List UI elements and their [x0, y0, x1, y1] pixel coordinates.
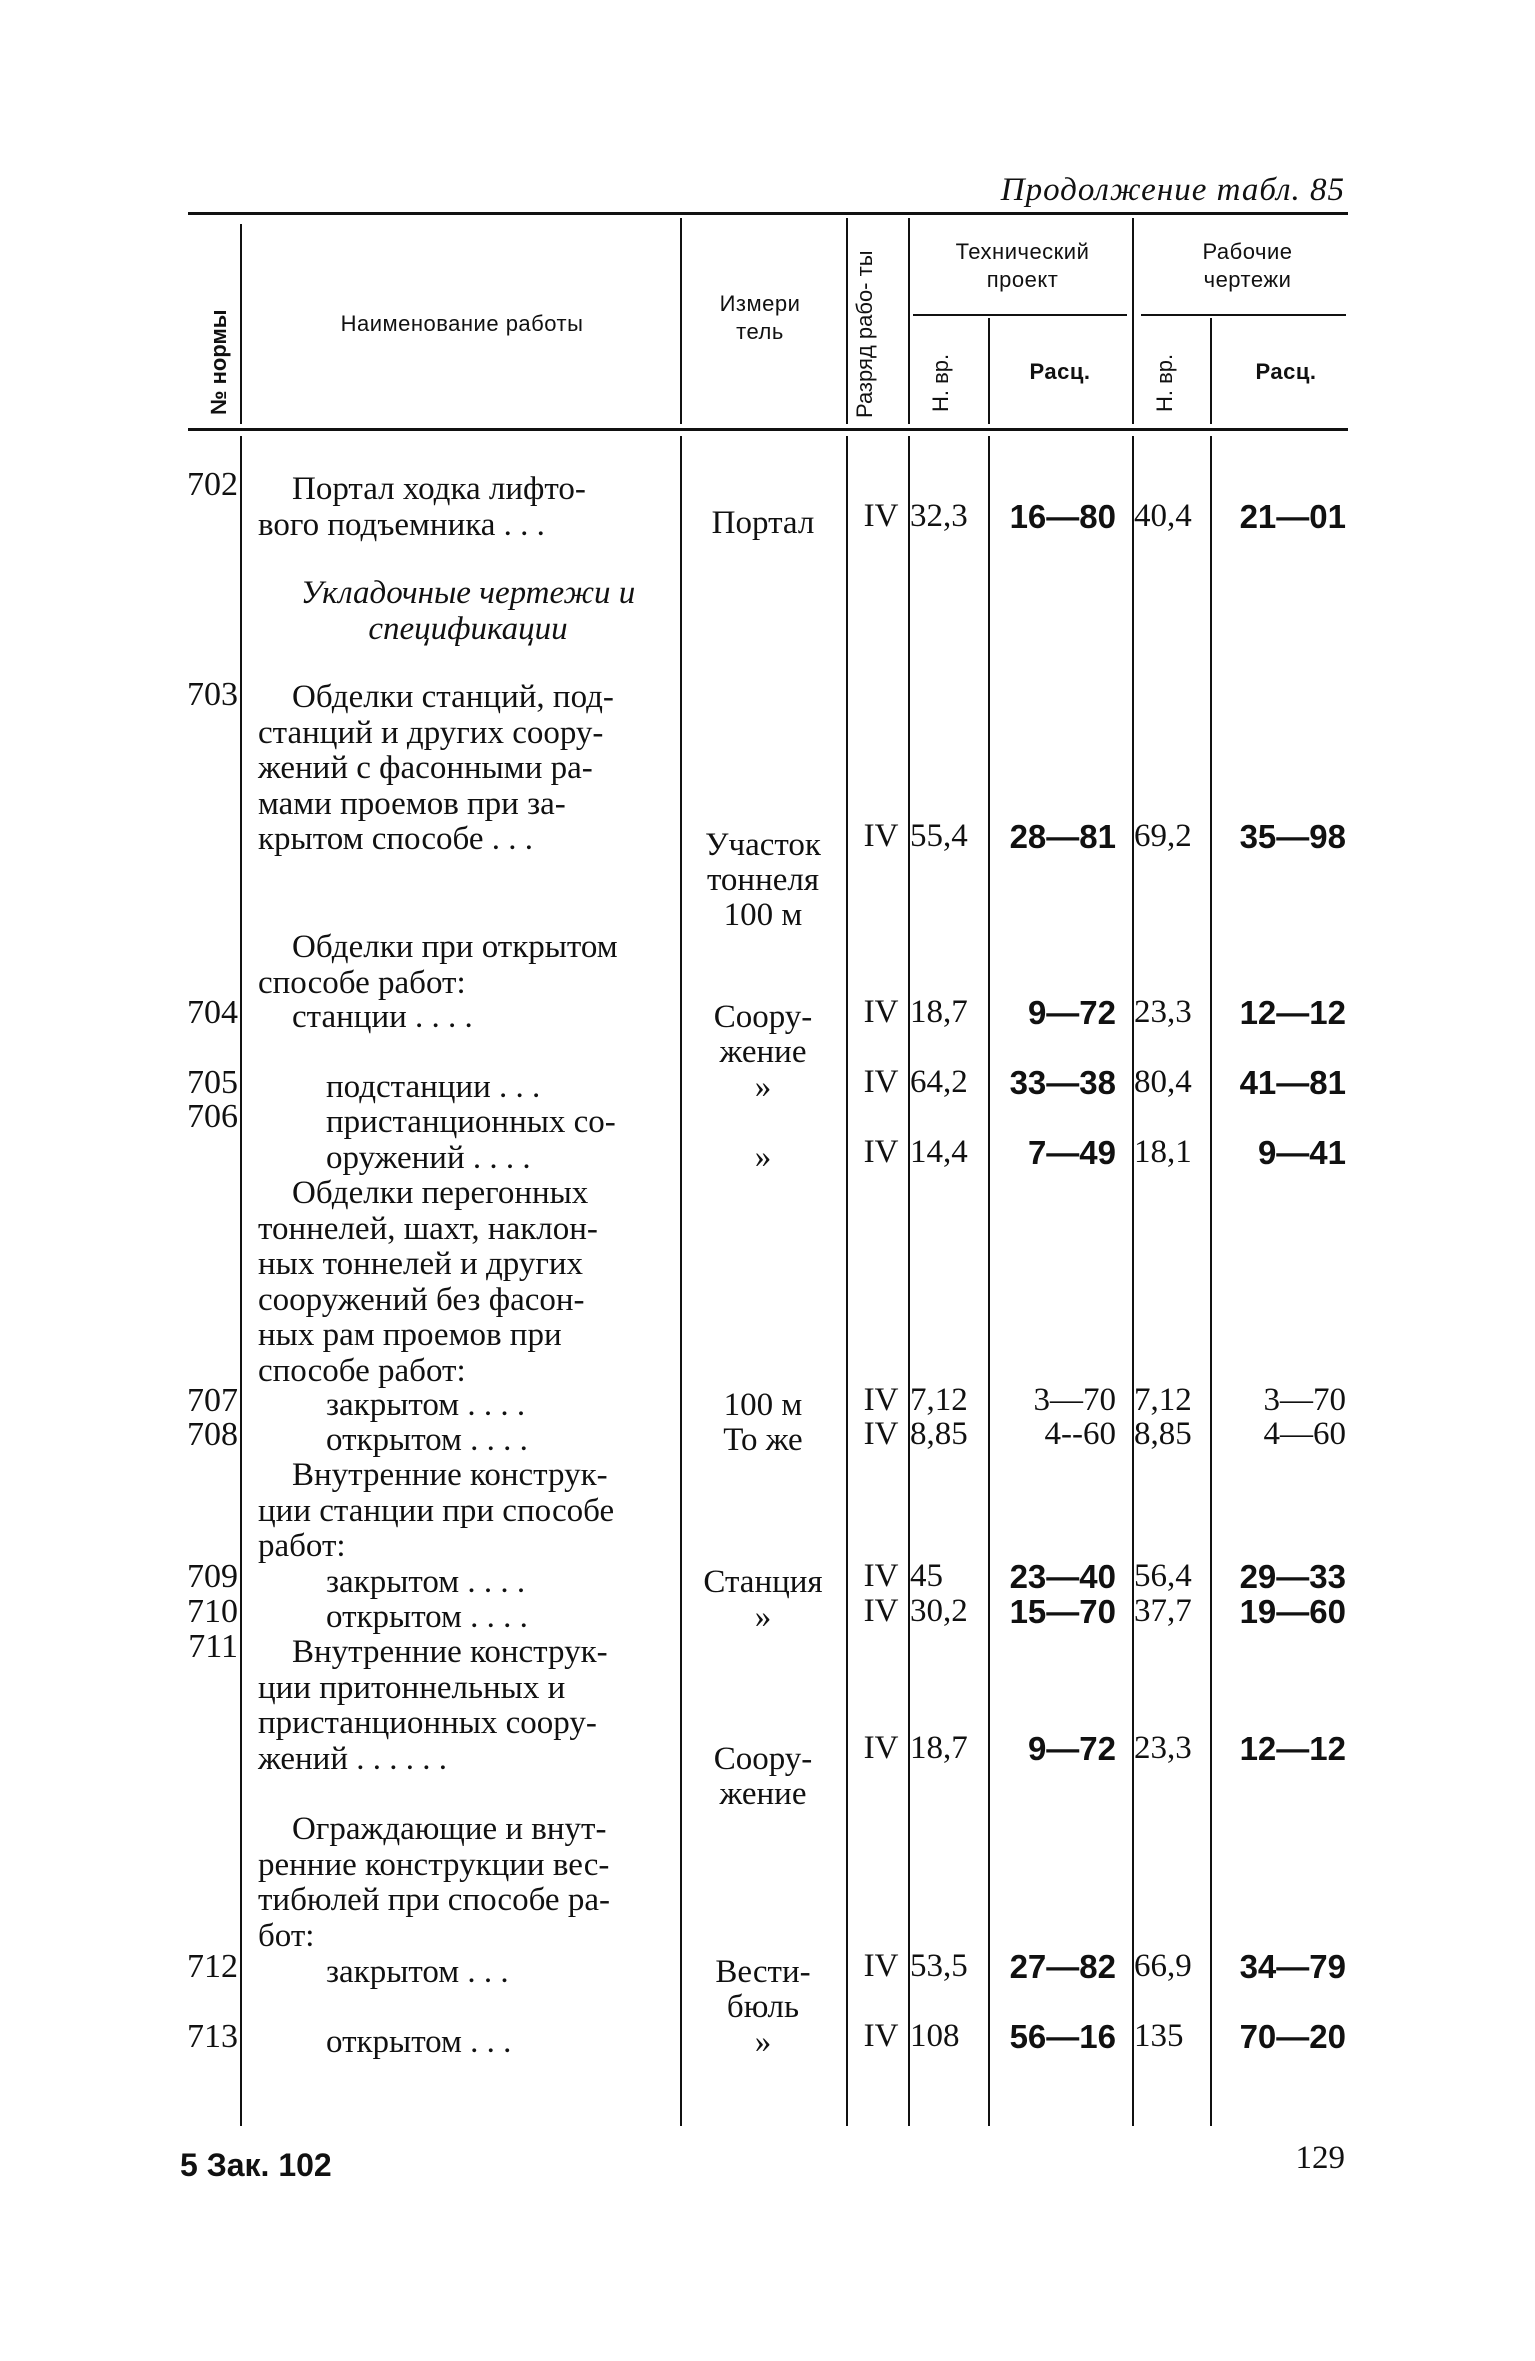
- grade-703: IV: [863, 818, 899, 854]
- tp-cost-704: 9—72: [1027, 994, 1116, 1031]
- wd-hours-710: 37,7: [1134, 1593, 1192, 1629]
- norm-707: 707: [187, 1382, 238, 1419]
- name-709: закрытом . . . .: [326, 1564, 526, 1600]
- col-rule-4: [908, 218, 910, 424]
- wd-hours-708: 8,85: [1134, 1416, 1192, 1452]
- name-704: станции . . . .: [292, 999, 473, 1035]
- tp-cost-703: 28—81: [1009, 818, 1116, 855]
- table-top-rule: [188, 212, 1348, 215]
- body-rule-6: [1132, 436, 1134, 2126]
- measure-710: »: [754, 1599, 772, 1635]
- name-708: открытом . . . .: [326, 1422, 528, 1458]
- measure-702: Портал: [711, 505, 815, 541]
- group-station-inner: Внутренние конструк- ции станции при способе работ:: [258, 1457, 615, 1564]
- measure-709: Станция: [703, 1564, 823, 1600]
- header-bottom-rule: [188, 428, 1348, 431]
- norm-704: 704: [187, 994, 238, 1031]
- tp-hours-709: 45: [910, 1558, 943, 1594]
- norm-705: 705: [187, 1064, 238, 1101]
- name-705: подстанции . . .: [326, 1069, 541, 1105]
- tp-hours-712: 53,5: [910, 1948, 968, 1984]
- grade-706: IV: [863, 1134, 899, 1170]
- wd-cost-710: 19—60: [1239, 1593, 1346, 1630]
- norm-708: 708: [187, 1416, 238, 1453]
- header-tech-project: Технический проект: [955, 239, 1090, 292]
- tp-cost-706: 7—49: [1027, 1134, 1116, 1171]
- work-subheader-rule: [1141, 314, 1346, 316]
- norm-711: 711: [188, 1628, 238, 1665]
- norm-702: 702: [187, 466, 238, 503]
- wd-hours-706: 18,1: [1134, 1134, 1192, 1170]
- col-rule-3: [846, 218, 848, 424]
- grade-705: IV: [863, 1064, 899, 1100]
- wd-cost-711: 12—12: [1239, 1730, 1346, 1767]
- header-grade: Разряд рабо- ты: [852, 250, 877, 418]
- tech-subheader-rule: [913, 314, 1127, 316]
- header-tp-hours: Н. вр.: [928, 353, 953, 412]
- wd-hours-703: 69,2: [1134, 818, 1192, 854]
- measure-703: Участок тоннеля 100 м: [705, 827, 821, 933]
- wd-cost-705: 41—81: [1239, 1064, 1346, 1101]
- wd-cost-713: 70—20: [1239, 2018, 1346, 2055]
- wd-hours-713: 135: [1134, 2018, 1184, 2054]
- grade-708: IV: [863, 1416, 899, 1452]
- section-heading: Укладочные чертежи и спецификации: [300, 575, 636, 647]
- col-rule-6: [1132, 218, 1134, 424]
- wd-hours-709: 56,4: [1134, 1558, 1192, 1594]
- grade-711: IV: [863, 1730, 899, 1766]
- tp-hours-705: 64,2: [910, 1064, 968, 1100]
- wd-cost-707: 3—70: [1263, 1382, 1346, 1418]
- measure-713: »: [754, 2024, 772, 2060]
- body-rule-4: [908, 436, 910, 2126]
- wd-cost-709: 29—33: [1239, 1558, 1346, 1595]
- wd-hours-712: 66,9: [1134, 1948, 1192, 1984]
- body-rule-3: [846, 436, 848, 2126]
- tp-hours-711: 18,7: [910, 1730, 968, 1766]
- wd-cost-702: 21—01: [1239, 498, 1346, 535]
- norm-710: 710: [187, 1593, 238, 1630]
- name-702: Портал ходка лифто- вого подъемника . . .: [258, 471, 586, 543]
- tp-hours-702: 32,3: [910, 498, 968, 534]
- tp-cost-712: 27—82: [1009, 1948, 1116, 1985]
- grade-707: IV: [863, 1382, 899, 1418]
- continuation-title: Продолжение табл. 85: [1000, 172, 1345, 208]
- wd-cost-712: 34—79: [1239, 1948, 1346, 1985]
- wd-hours-702: 40,4: [1134, 498, 1192, 534]
- tp-cost-709: 23—40: [1009, 1558, 1116, 1595]
- col-rule-2: [680, 218, 682, 424]
- tp-cost-708: 4--60: [1044, 1416, 1116, 1452]
- norm-709: 709: [187, 1558, 238, 1595]
- wd-hours-704: 23,3: [1134, 994, 1192, 1030]
- col-rule-5: [988, 318, 990, 424]
- measure-708: То же: [723, 1422, 803, 1458]
- tp-hours-707: 7,12: [910, 1382, 968, 1418]
- norm-703: 703: [187, 676, 238, 713]
- body-rule-7: [1210, 436, 1212, 2126]
- grade-712: IV: [863, 1948, 899, 1984]
- measure-706: »: [754, 1139, 772, 1175]
- name-710: открытом . . . .: [326, 1599, 528, 1635]
- wd-cost-703: 35—98: [1239, 818, 1346, 855]
- norm-713: 713: [187, 2018, 238, 2055]
- body-rule-5: [988, 436, 990, 2126]
- col-rule-1: [240, 224, 242, 424]
- norm-712: 712: [187, 1948, 238, 1985]
- measure-704: Соору- жение: [713, 999, 813, 1070]
- tp-hours-710: 30,2: [910, 1593, 968, 1629]
- wd-hours-711: 23,3: [1134, 1730, 1192, 1766]
- body-rule-1: [240, 436, 242, 2126]
- name-711: Внутренние конструк- ции притоннельных и пристанционных соору- жений . . . . . .: [258, 1634, 608, 1777]
- header-measure: Измери тель: [719, 291, 801, 344]
- grade-709: IV: [863, 1558, 899, 1594]
- measure-707: 100 м: [723, 1387, 803, 1423]
- name-703: Обделки станций, под- станций и других соору- жений с фасонными ра- мами проемов при за- крытом способе . . .: [258, 679, 614, 857]
- tp-hours-708: 8,85: [910, 1416, 968, 1452]
- measure-712: Вести- бюль: [715, 1954, 811, 2025]
- tp-hours-704: 18,7: [910, 994, 968, 1030]
- name-712: закрытом . . .: [326, 1954, 509, 1990]
- header-working-drawings: Рабочие чертежи: [1202, 239, 1293, 292]
- wd-hours-707: 7,12: [1134, 1382, 1192, 1418]
- grade-710: IV: [863, 1593, 899, 1629]
- grade-704: IV: [863, 994, 899, 1030]
- header-wd-cost: Расц.: [1255, 359, 1317, 384]
- tp-cost-710: 15—70: [1009, 1593, 1116, 1630]
- group-vestibules: Ограждающие и внут- ренние конструкции вес- тибюлей при способе ра- бот:: [258, 1811, 610, 1954]
- tp-hours-703: 55,4: [910, 818, 968, 854]
- name-706: пристанционных со- оружений . . . .: [326, 1104, 616, 1176]
- tp-cost-705: 33—38: [1009, 1064, 1116, 1101]
- group-open-method: Обделки при открытом способе работ:: [258, 929, 618, 1001]
- tp-cost-702: 16—80: [1009, 498, 1116, 535]
- col-rule-7: [1210, 318, 1212, 424]
- wd-cost-708: 4—60: [1263, 1416, 1346, 1452]
- measure-705: »: [754, 1069, 772, 1105]
- header-norm: № нормы: [206, 309, 231, 415]
- grade-713: IV: [863, 2018, 899, 2054]
- header-name: Наименование работы: [340, 311, 584, 336]
- wd-hours-705: 80,4: [1134, 1064, 1192, 1100]
- wd-cost-706: 9—41: [1257, 1134, 1346, 1171]
- grade-702: IV: [863, 498, 899, 534]
- group-tunnels: Обделки перегонных тоннелей, шахт, наклон- ных тоннелей и других сооружений без фасон- ных рам проемов при способе работ:: [258, 1175, 598, 1389]
- tp-cost-707: 3—70: [1033, 1382, 1116, 1418]
- footer-order: 5 Зак. 102: [180, 2147, 332, 2183]
- header-wd-hours: Н. вр.: [1152, 353, 1177, 412]
- body-rule-2: [680, 436, 682, 2126]
- name-707: закрытом . . . .: [326, 1387, 526, 1423]
- norm-706: 706: [187, 1098, 238, 1135]
- wd-cost-704: 12—12: [1239, 994, 1346, 1031]
- name-713: открытом . . .: [326, 2024, 512, 2060]
- tp-cost-711: 9—72: [1027, 1730, 1116, 1767]
- tp-hours-713: 108: [910, 2018, 960, 2054]
- tp-cost-713: 56—16: [1009, 2018, 1116, 2055]
- header-tp-cost: Расц.: [1029, 359, 1091, 384]
- page-number: 129: [1295, 2140, 1345, 2176]
- measure-711: Соору- жение: [713, 1741, 813, 1812]
- tp-hours-706: 14,4: [910, 1134, 968, 1170]
